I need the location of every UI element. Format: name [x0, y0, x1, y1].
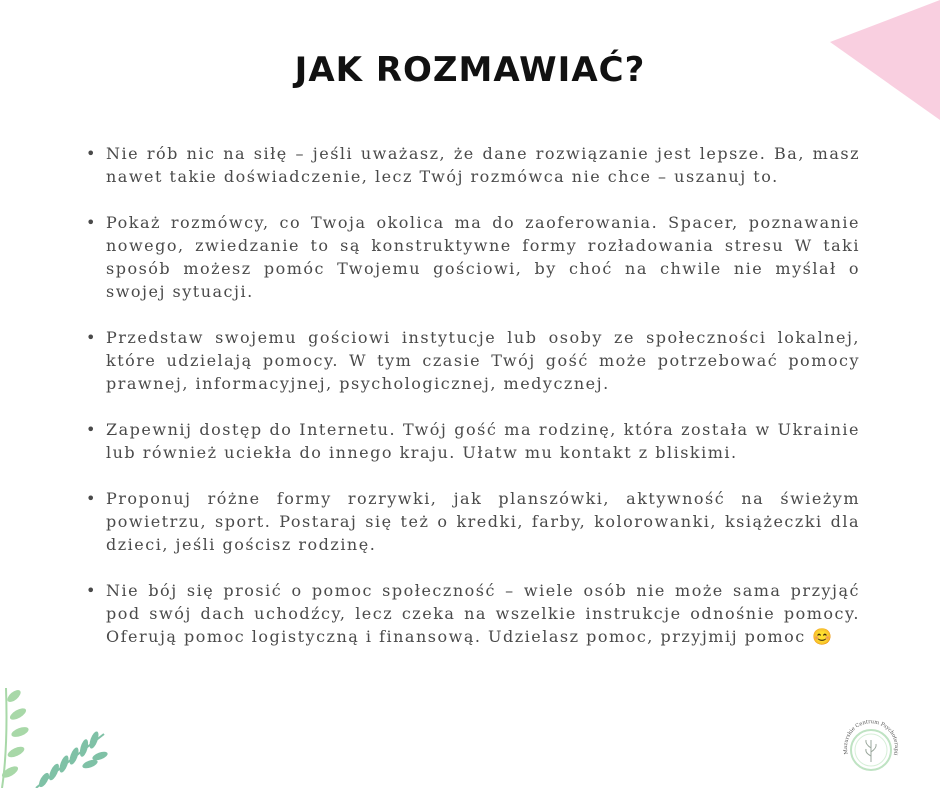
bullet-icon: • — [86, 328, 97, 347]
logo-text: Mazurskie Centrum Psychoterapii — [842, 719, 900, 756]
leaves-decoration — [0, 668, 120, 788]
bullet-icon: • — [86, 420, 97, 439]
list-item-text: Pokaż rozmówcy, co Twoja okolica ma do zaoferowania. Spacer, poznawanie nowego, zwiedzanie to są konstruktywne formy rozładowania stresu W taki sposób możesz pomóc Twojemu gościowi, by choć na chwile nie myślał o swojej sytuacji. — [106, 213, 860, 301]
list-item — [82, 487, 860, 556]
list-item — [82, 326, 860, 395]
tips-list — [82, 142, 860, 671]
bullet-icon: • — [86, 581, 97, 600]
list-item — [82, 418, 860, 464]
bullet-icon: • — [86, 489, 97, 508]
bullet-icon: • — [86, 144, 97, 163]
list-item-text: Przedstaw swojemu gościowi instytucje lub osoby ze społeczności lokalnej, które udzielają pomocy. W tym czasie Twój gość może potrzebować pomocy prawnej, informacyjnej, psychologicznej, medycznej. — [106, 328, 860, 393]
page-title: JAK ROZMAWIAĆ? — [294, 50, 646, 90]
list-item-text: Zapewnij dostęp do Internetu. Twój gość ma rodzinę, która została w Ukrainie lub również uciekła do innego kraju. Ułatw mu kontakt z bliskimi. — [106, 420, 860, 462]
logo — [840, 714, 902, 776]
list-item-text: Nie rób nic na siłę – jeśli uważasz, że dane rozwiązanie jest lepsze. Ba, masz nawet takie doświadczenie, lecz Twój rozmówca nie chce – uszanuj to. — [106, 144, 860, 186]
list-item — [82, 142, 860, 188]
list-item — [82, 579, 860, 648]
bullet-icon: • — [86, 213, 97, 232]
list-item-text: Proponuj różne formy rozrywki, jak planszówki, aktywność na świeżym powietrzu, sport. Postaraj się też o kredki, farby, kolorowanki, książeczki dla dzieci, jeśli gościsz rodzinę. — [106, 489, 860, 554]
list-item-text: Nie bój się prosić o pomoc społeczność – wiele osób nie może sama przyjąć pod swój dach uchodźcy, lecz czeka na wszelkie instrukcje odnośnie pomocy. Oferują pomoc logistyczną i finansową. Udzielasz pomoc, przyjmij pomoc 😊 — [106, 581, 860, 646]
list-item — [82, 211, 860, 303]
